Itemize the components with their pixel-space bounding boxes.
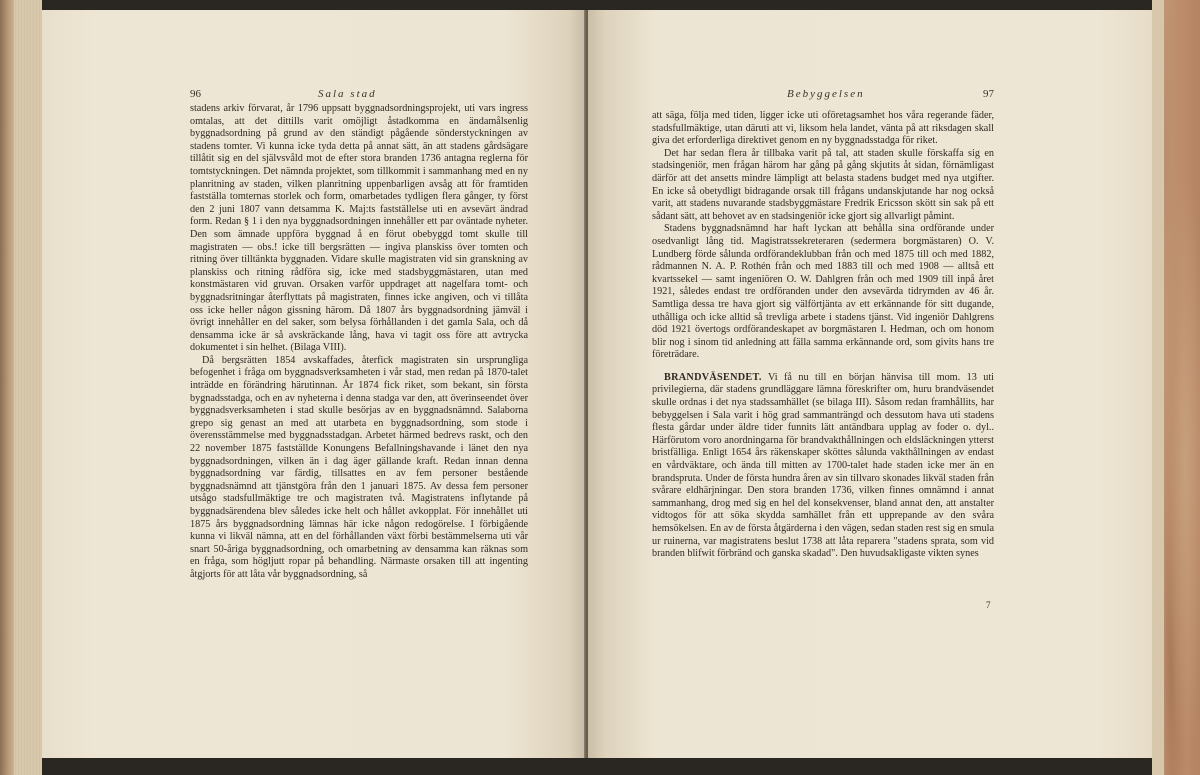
right-paragraph-1: att säga, följa med tiden, ligger icke uti oföretagsamhet hos våra regerande fäder, stadsfullmäktige, utan däruti att vi, liksom hela landet, vänta på att riksdagen skall giva det erforderliga direktivet genom en ny byggnadsstadga för riket. — [652, 110, 994, 147]
right-page-body — [652, 110, 994, 561]
section-heading: BRANDVÄSENDET. — [664, 371, 762, 383]
right-running-title: Bebyggelsen — [787, 88, 865, 100]
left-paragraph-2: Då bergsrätten 1854 avskaffades, återfick magistraten sin ursprungliga befogenhet i fråga om byggnadsverksamheten i vår stad, men redan på 1870-talet inträdde en förändring härutinnan. År 1874 fick riket, som bekant, sin första bygnadsstadga, och en av nyheterna i denna stadga var den, att överinseendet över byggnadsverksamheten i stad skulle besörjas av en byggnadsnämnd. Salaborna grepo sig genast an med att utarbeta en byggnadsordning, som stode i överensstämmelse med byggnadsstadgan. Arbetet härmed bedrevs raskt, och den 22 november 1875 fastställde Konungens Befallningshavande i länet den nya byggnadsordningen, vilken än i dag äger gällande kraft. Redan innan denna byggnadsordning var färdig, tillsattes en av fem personer bestående byggnadsnämnd att tjänstgöra från den 1 januari 1875. Av dessa fem personer utsågo stadsfullmäktige tre och magistraten två. Magistratens inflytande på byggnadsärendena blev således icke helt och hållet avkopplat. För innehållet uti 1875 års byggnadsordning lämnas här icke någon redogörelse. I förbigående kunna vi likväl nämna, att en del förhållanden växt förbi bestämmelserna uti vår snart 50-åriga byggnadsordning, och omarbetning av densamma kan räknas som en fråga, som högljutt ropar på behandling. Närmaste orsaken till att ingenting åtgjorts för att låta vår byggnadsordning, så — [190, 354, 528, 580]
section-text: Vi få nu till en början hänvisa till mom. 13 uti privilegierna, där stadens grundläggare lämna föreskrifter om, huru brandväsendet skulle ordnas i det nya stadssamhället (se bilaga III). Såsom redan framhållits, har bebyggelsen i Sala varit i hög grad sammanträngd och dessutom hava uti stadens flesta gårdar under äldre tider funnits lätt antändbara upplag av foder o. dyl.. Härförutom voro anordningarna för brandvakthållningen och eldsläckningen ytterst bristfälliga. Enligt 1654 års räkenskaper sköttes sålunda vakthållningen av endast en vårdväktare, och ända till mitten av 1700-talet hade staden icke mer än en brandspruta. Under de första hundra åren av sin tillvaro skonades likväl staden från svårare eldhärjningar. Den stora branden 1736, vilken finnes omnämnd i annat sammanhang, drog med sig en hel del konsekvenser, bland annat den, att anstalter vidtogos för att söka skydda samhället från ett upprepande av den svåra hemsökelsen. En av de första åtgärderna i den vägen, sedan staden rest sig en smula ur ruinerna, var magistratens beslut 1738 att låta reparera "stadens sprata, som vid branden blifwit förbränd och ganska skadad". Den huvudsakligaste vikten synes — [652, 371, 994, 560]
left-page-body — [190, 103, 528, 582]
left-page-edges — [0, 0, 42, 775]
right-page-number: 97 — [983, 88, 994, 100]
left-page-number: 96 — [190, 88, 201, 100]
right-paragraph-2: Det har sedan flera år tillbaka varit på tal, att staden skulle förskaffa sig en stadsingeniör, men frågan härom har gång på gång skjutits åt sidan, förnämligast därför att det ansetts mindre lämpligt att belasta stadens budget med nya utgifter. En icke så obetydligt bidragande orsak till frågans undanskjutande har nog också varit, att stadens nuvarande stadsbyggmästare Fredrik Ericsson skött sin sak på ett sådant sätt, att behovet av en stadsingeniör icke gjort sig allvarligt påmint. — [652, 147, 994, 222]
section-brandvasendet — [652, 372, 994, 561]
left-paragraph-1: stadens arkiv förvarat, år 1796 uppsatt byggnadsordningsprojekt, uti vars ingress omtalas, att det dittills varit omöjligt åstadkomma en ändamålsenlig byggnadsordning på grund av den ständigt pågående sönderstyckningen av stadens tomter. Vi kunna icke tyda detta på annat sätt, än att stadens gårdsägare tillåtit sig en del självsvåld mot de efter stora branden 1736 antagna reglerna för tomtstyckningen. Det nämnda projektet, som tillkommit i sammanhang med en ny planritning av staden, vilken planritning uppenbarligen avsåg att för framtiden fastställa tomternas storlek och form, omarbetades tydligen flera gånger, ty först den 2 juni 1807 vann detsamma K. Maj:ts fastställelse uti en avsevärt ändrad form. Redan § 1 i den nya byggnadsordningen innehåller ett par oväntade nyheter. Den som ämnade uppföra byggnad å en förut obebyggd tomt skulle till magistraten — obs.! icke till bergsrätten — ingiva planskiss över tomten och ritning över tilltänkta byggnaden. Vidare skulle magistraten vid sin granskning av planskiss och ritning rådföra sig, icke med stadsbyggmästaren, utan med konstmästaren vid gruvan. Orsaken varför uppdraget att nagelfara tomt- och byggnadsritningar återflyttats på magistraten, finnes icke angiven, och vi tillåta oss icke heller någon gissning härom. Då 1807 års byggnadsordning jämväl i övrigt innehåller en del saker, som belysa förhållanden i det gamla Sala, och då densamma icke är så avskräckande lång, hava vi tagit oss före att avtrycka dokumentet i sin helhet. (Bilaga VIII). — [190, 103, 528, 354]
right-paragraph-3: Stadens byggnadsnämnd har haft lyckan att behålla sina ordförande under osedvanligt lång tid. Magistratssekreteraren (sedermera borgmästaren) O. V. Lundberg förde sålunda ordförandeklubban från och med 1875 till och med 1882, rådmannen N. A. P. Rothén från och med 1883 till och med 1908 — alltså ett kvartssekel — samt ingeniören O. W. Dahlgren från och med 1909 till inpå året 1921, således endast tre ordföranden under den avsevärda tidrymden av 46 år. Samtliga dessa tre hava gjort sig välförtjänta av ett erkännande för sitt dugande, uthålliga och icke alltid så trevliga arbete i stadens tjänst. Vid ingeniör Dahlgrens död 1921 övertogs ordförandeskapet av borgmästaren I. Hedman, och om honom blir nog i sinom tid anledning att fälla samma erkännande ord, som givits hans tre företrädare. — [652, 223, 994, 361]
right-page-edges-marbled — [1152, 0, 1200, 775]
signature-mark: 7 — [986, 600, 991, 610]
left-running-title: Sala stad — [318, 88, 377, 100]
